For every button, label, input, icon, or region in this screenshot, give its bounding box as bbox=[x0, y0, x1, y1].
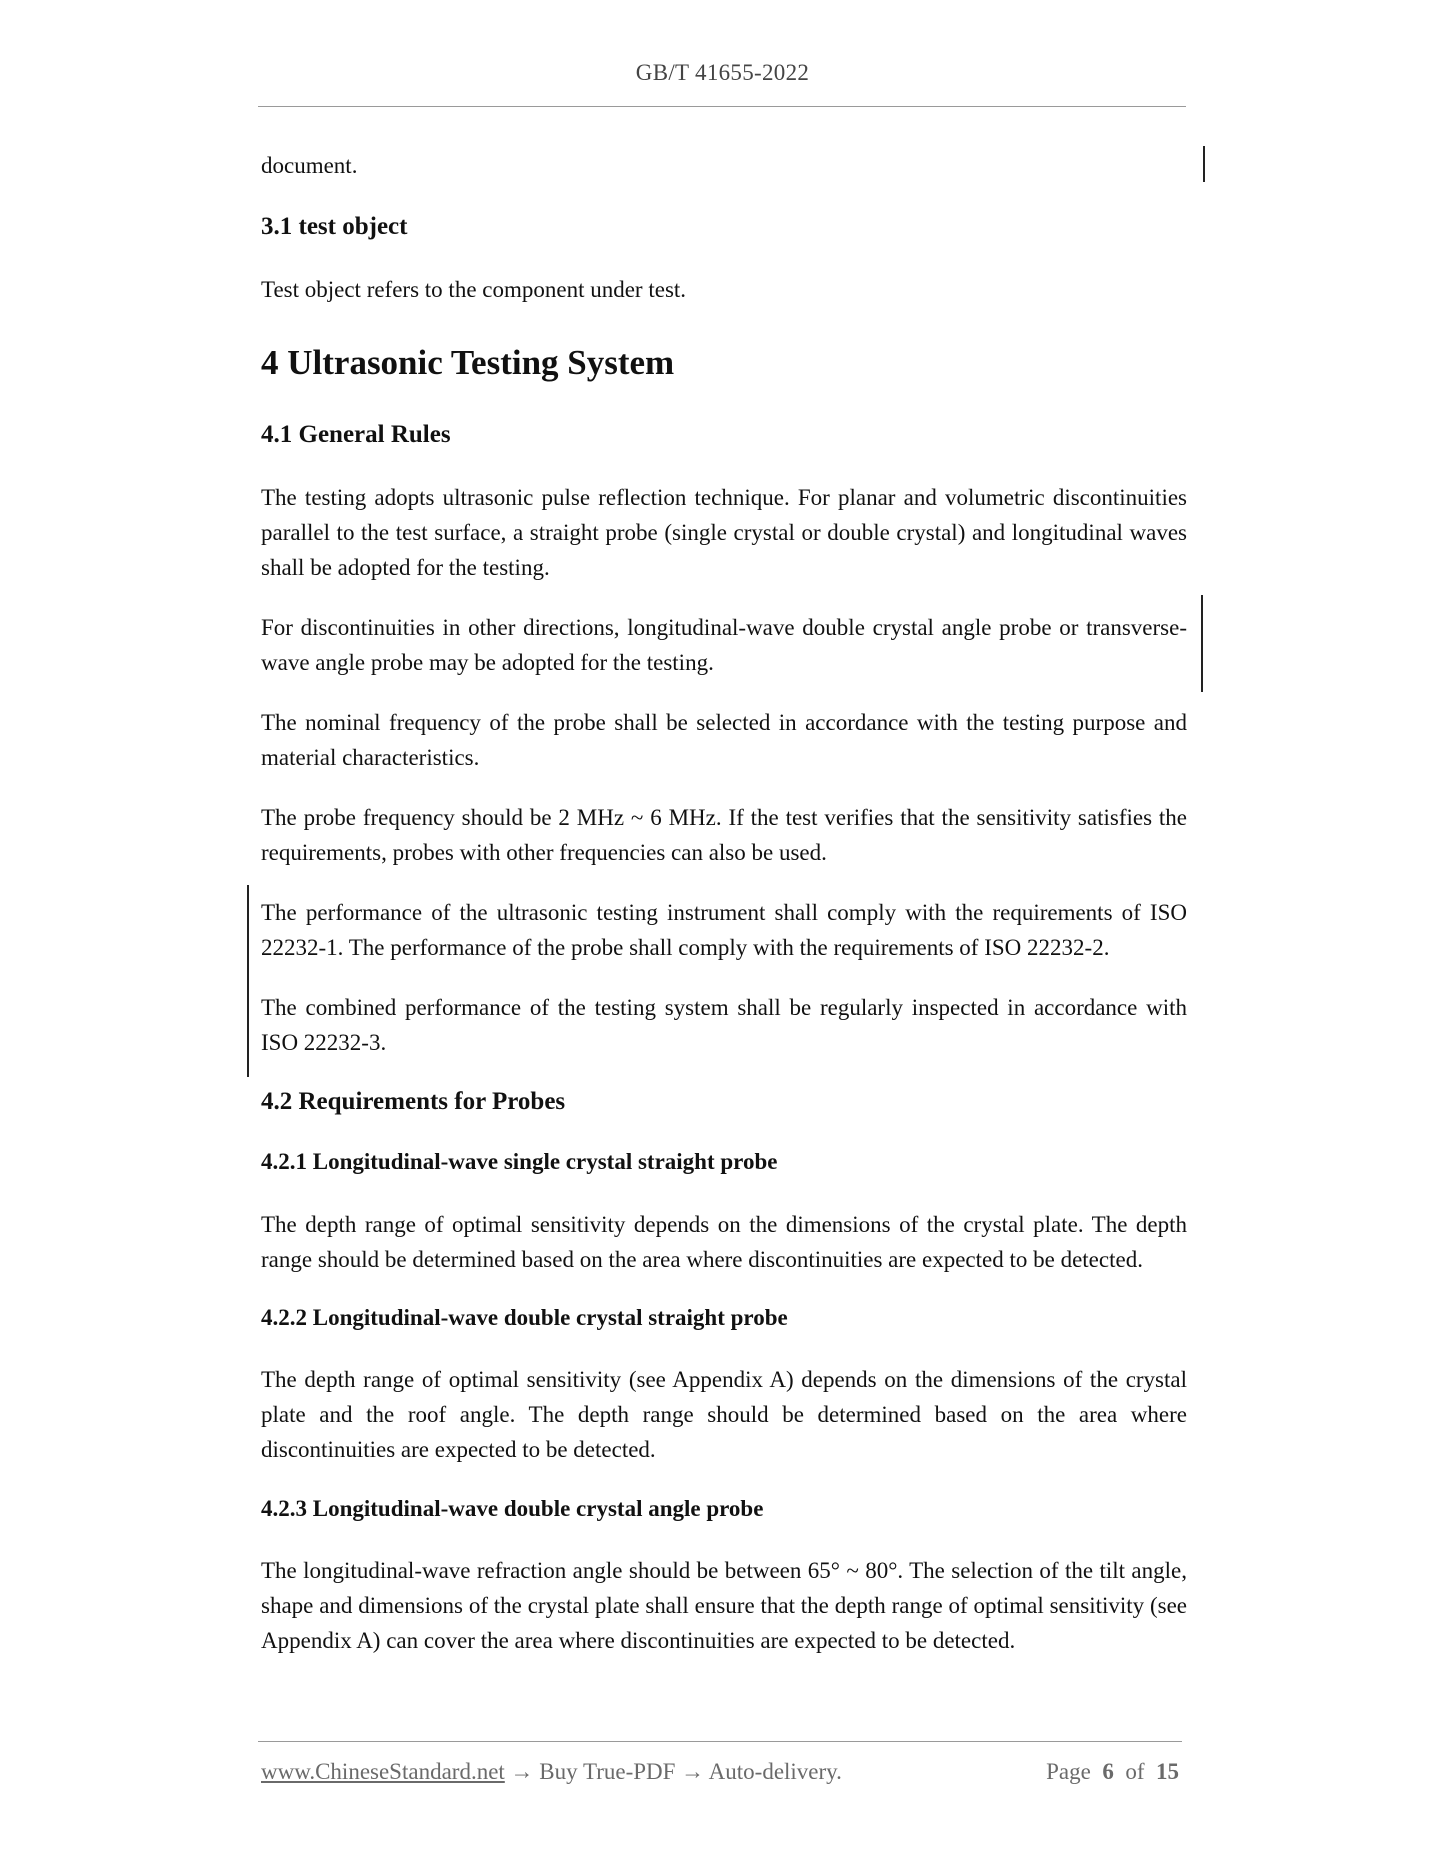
page-header-code: GB/T 41655-2022 bbox=[635, 60, 810, 85]
change-bar-left bbox=[247, 885, 249, 1077]
paragraph-4-2-2: The depth range of optimal sensitivity (see Appendix A) depends on the dimensions of the crystal plate and the roof angle. The depth range should be determined based on the area where discontinuities are expected to be detected. bbox=[261, 1367, 1187, 1462]
page-number: 6 bbox=[1102, 1759, 1114, 1784]
paragraph-4-1-technique: The testing adopts ultrasonic pulse reflection technique. For planar and volumetric discontinuities parallel to the test surface, a straight probe (single crystal or double crystal) and longitudinal waves shall be adopted for the testing. bbox=[261, 485, 1187, 580]
heading-3-1: 3.1 test object bbox=[261, 213, 408, 240]
paragraph-4-1-probe-frequency: The probe frequency should be 2 MHz ~ 6 MHz. If the test verifies that the sensitivity satisfies the requirements, probes with other frequencies can also be used. bbox=[261, 805, 1187, 865]
footer-promo bbox=[261, 1757, 842, 1787]
header-divider bbox=[258, 106, 1186, 107]
paragraph-test-object: Test object refers to the component under test. bbox=[261, 277, 687, 302]
paragraph-4-1-combined-performance: The combined performance of the testing system shall be regularly inspected in accordance with ISO 22232-3. bbox=[261, 995, 1187, 1055]
heading-4-1: 4.1 General Rules bbox=[261, 421, 451, 448]
page-label: Page bbox=[1046, 1759, 1091, 1784]
change-bar-mid-right bbox=[1201, 595, 1203, 692]
paragraph-4-1-nominal-frequency: The nominal frequency of the probe shall be selected in accordance with the testing purpose and material characteristics. bbox=[261, 710, 1187, 770]
heading-4-2-3: 4.2.3 Longitudinal-wave double crystal angle probe bbox=[261, 1496, 764, 1521]
footer-divider bbox=[258, 1741, 1182, 1742]
heading-4-2-2: 4.2.2 Longitudinal-wave double crystal straight probe bbox=[261, 1305, 788, 1330]
page-indicator bbox=[1046, 1757, 1179, 1787]
heading-4-2: 4.2 Requirements for Probes bbox=[261, 1088, 566, 1115]
footer-promo-text: → Buy True-PDF → Auto-delivery. bbox=[504, 1759, 842, 1784]
document-body bbox=[261, 148, 1187, 1658]
paragraph-document-fragment: document. bbox=[261, 153, 358, 178]
heading-4-2-1: 4.2.1 Longitudinal-wave single crystal straight probe bbox=[261, 1149, 778, 1174]
of-label: of bbox=[1125, 1759, 1145, 1784]
paragraph-4-1-instrument-performance: The performance of the ultrasonic testing instrument shall comply with the requirements of ISO 22232-1. The performance of the probe shall comply with the requirements of ISO 22232-2. bbox=[261, 900, 1187, 960]
paragraph-4-2-3: The longitudinal-wave refraction angle should be between 65° ~ 80°. The selection of the tilt angle, shape and dimensions of the crystal plate shall ensure that the depth range of optimal sensitivity (see Appendix A) can cover the area where discontinuities are expected to be detected. bbox=[261, 1558, 1187, 1653]
page-total: 15 bbox=[1156, 1759, 1179, 1784]
paragraph-4-1-other-directions: For discontinuities in other directions, longitudinal-wave double crystal angle probe or transverse-wave angle probe may be adopted for the testing. bbox=[261, 615, 1187, 675]
chinese-standard-link[interactable]: www.ChineseStandard.net bbox=[261, 1759, 505, 1784]
paragraph-4-2-1: The depth range of optimal sensitivity depends on the dimensions of the crystal plate. The depth range should be determined based on the area where discontinuities are expected to be detected. bbox=[261, 1212, 1187, 1272]
heading-section-4: 4 Ultrasonic Testing System bbox=[261, 343, 675, 382]
change-bar-top-right bbox=[1203, 146, 1205, 182]
